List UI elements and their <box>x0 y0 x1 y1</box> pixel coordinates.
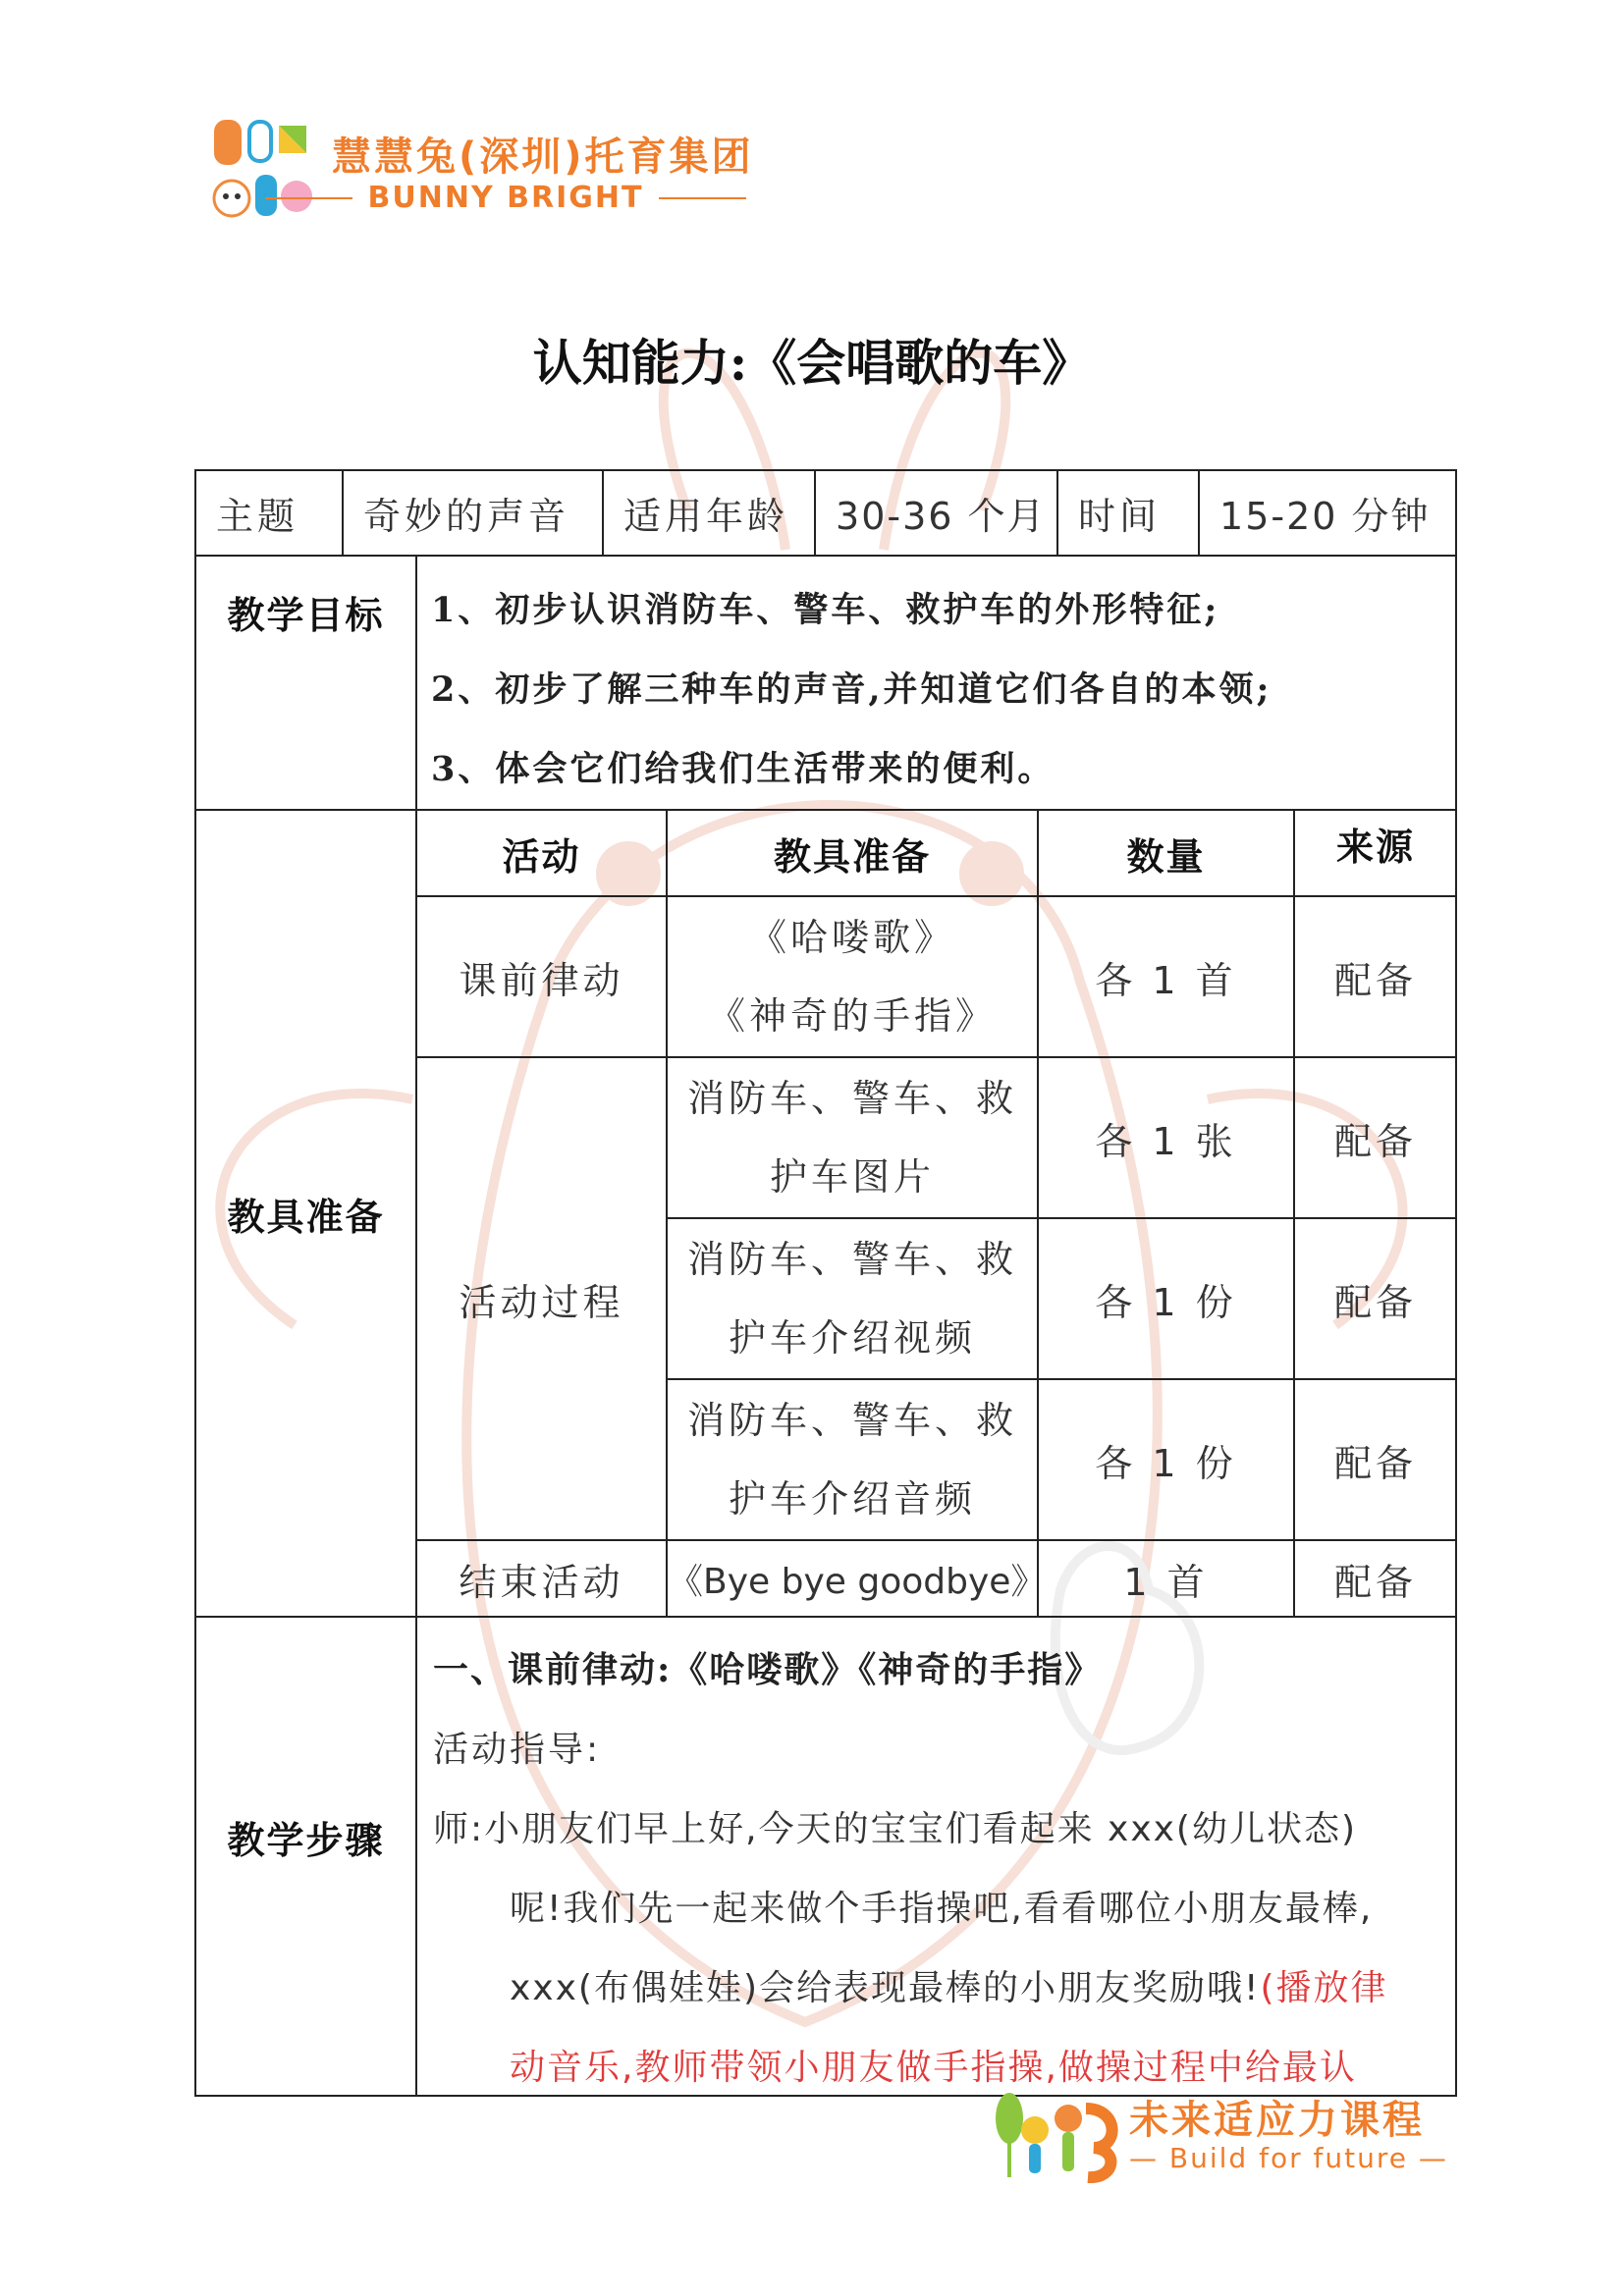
materials-row <box>195 810 1456 1617</box>
steps-content <box>417 1618 1455 2095</box>
table-row <box>417 896 1456 1057</box>
step-heading: 一、课前律动:《哈喽歌》《神奇的手指》 <box>433 1649 1103 1690</box>
activity-cell: 活动过程 <box>459 1280 624 1324</box>
item-line: 护车图片 <box>769 1155 935 1199</box>
header-source: 来源 <box>1335 824 1415 869</box>
brand-name-en-row <box>265 181 746 215</box>
steps-row <box>195 1617 1456 2096</box>
header-item: 教具准备 <box>773 833 931 879</box>
qty-cell: 各 1 份 <box>1095 1441 1237 1485</box>
steps-label: 教学步骤 <box>227 1817 385 1862</box>
activity-cell: 课前律动 <box>459 958 624 1002</box>
source-cell: 配备 <box>1333 1560 1417 1604</box>
teacher-line <box>433 1949 1441 2028</box>
page-title: 认知能力:《会唱歌的车》 <box>532 334 1092 392</box>
item-line: 消防车、警车、救 <box>686 1077 1017 1120</box>
materials-header-row <box>417 811 1456 896</box>
brand-name-en: BUNNY BRIGHT <box>367 181 644 215</box>
item-cell: 《Bye bye goodbye》 <box>668 1561 1047 1602</box>
time-value: 15-20 分钟 <box>1219 495 1431 538</box>
materials-table <box>417 811 1456 1616</box>
header-qty: 数量 <box>1126 833 1206 879</box>
source-cell: 配备 <box>1333 1441 1417 1485</box>
age-value: 30-36 个月 <box>836 495 1047 538</box>
teacher-text: xxx(布偶娃娃)会给表现最棒的小朋友奖励哦! <box>510 1968 1261 2008</box>
goal-item: 3、体会它们给我们生活带来的便利。 <box>431 749 1056 789</box>
item-line: 消防车、警车、救 <box>686 1399 1017 1442</box>
source-cell: 配备 <box>1333 1119 1417 1163</box>
item-line: 《哈喽歌》 <box>748 916 955 959</box>
goal-item: 2、初步了解三种车的声音,并知道它们各自的本领; <box>431 669 1272 710</box>
qty-cell: 各 1 张 <box>1095 1119 1237 1163</box>
goals-row <box>195 556 1456 810</box>
table-row <box>417 1540 1456 1616</box>
qty-cell: 各 1 份 <box>1095 1280 1237 1324</box>
item-line: 护车介绍音频 <box>728 1477 976 1521</box>
goals-list <box>417 557 1455 809</box>
source-cell: 配备 <box>1333 1280 1417 1324</box>
tree-people-logo-icon <box>992 2089 1119 2183</box>
item-cell <box>668 898 1037 1055</box>
teacher-line: 呢!我们先一起来做个手指操吧,看看哪位小朋友最棒, <box>510 1889 1374 1929</box>
future-course-name: 未来适应力课程 <box>1129 2098 1425 2143</box>
action-note: (播放律 <box>1260 1968 1388 2008</box>
item-line: 消防车、警车、救 <box>686 1238 1017 1281</box>
header-activity: 活动 <box>502 833 581 879</box>
teacher-line: 师:小朋友们早上好,今天的宝宝们看起来 xxx(幼儿状态) <box>433 1809 1358 1849</box>
item-cell <box>668 1059 1037 1216</box>
brand-divider-left <box>265 197 352 199</box>
activity-cell: 结束活动 <box>459 1560 624 1604</box>
guide-label: 活动指导: <box>433 1730 602 1770</box>
future-course-slogan: — Build for future — <box>1129 2142 1448 2174</box>
item-cell <box>668 1381 1037 1538</box>
action-note: 动音乐,教师带领小朋友做手指操,做操过程中给最认 <box>510 2048 1357 2088</box>
brand-divider-right <box>659 197 746 199</box>
qty-cell: 各 1 首 <box>1095 958 1237 1002</box>
theme-value: 奇妙的声音 <box>363 495 570 538</box>
info-row <box>195 470 1456 556</box>
table-row <box>417 1057 1456 1218</box>
goals-label: 教学目标 <box>227 592 385 637</box>
age-label: 适用年龄 <box>623 495 789 538</box>
brand-header <box>206 116 756 226</box>
time-label: 时间 <box>1078 495 1162 538</box>
future-course-logo <box>992 2089 1453 2187</box>
source-cell: 配备 <box>1333 958 1417 1002</box>
lesson-plan-table <box>194 469 1457 2097</box>
item-line: 《神奇的手指》 <box>707 994 997 1038</box>
brand-name-cn: 慧慧兔(深圳)托育集团 <box>332 134 754 180</box>
goal-item: 1、初步认识消防车、警车、救护车的外形特征; <box>431 590 1220 630</box>
theme-label: 主题 <box>216 495 299 538</box>
item-line: 护车介绍视频 <box>728 1316 976 1360</box>
materials-label: 教具准备 <box>227 1194 385 1239</box>
item-cell <box>668 1220 1037 1377</box>
qty-cell: 1 首 <box>1123 1560 1209 1604</box>
